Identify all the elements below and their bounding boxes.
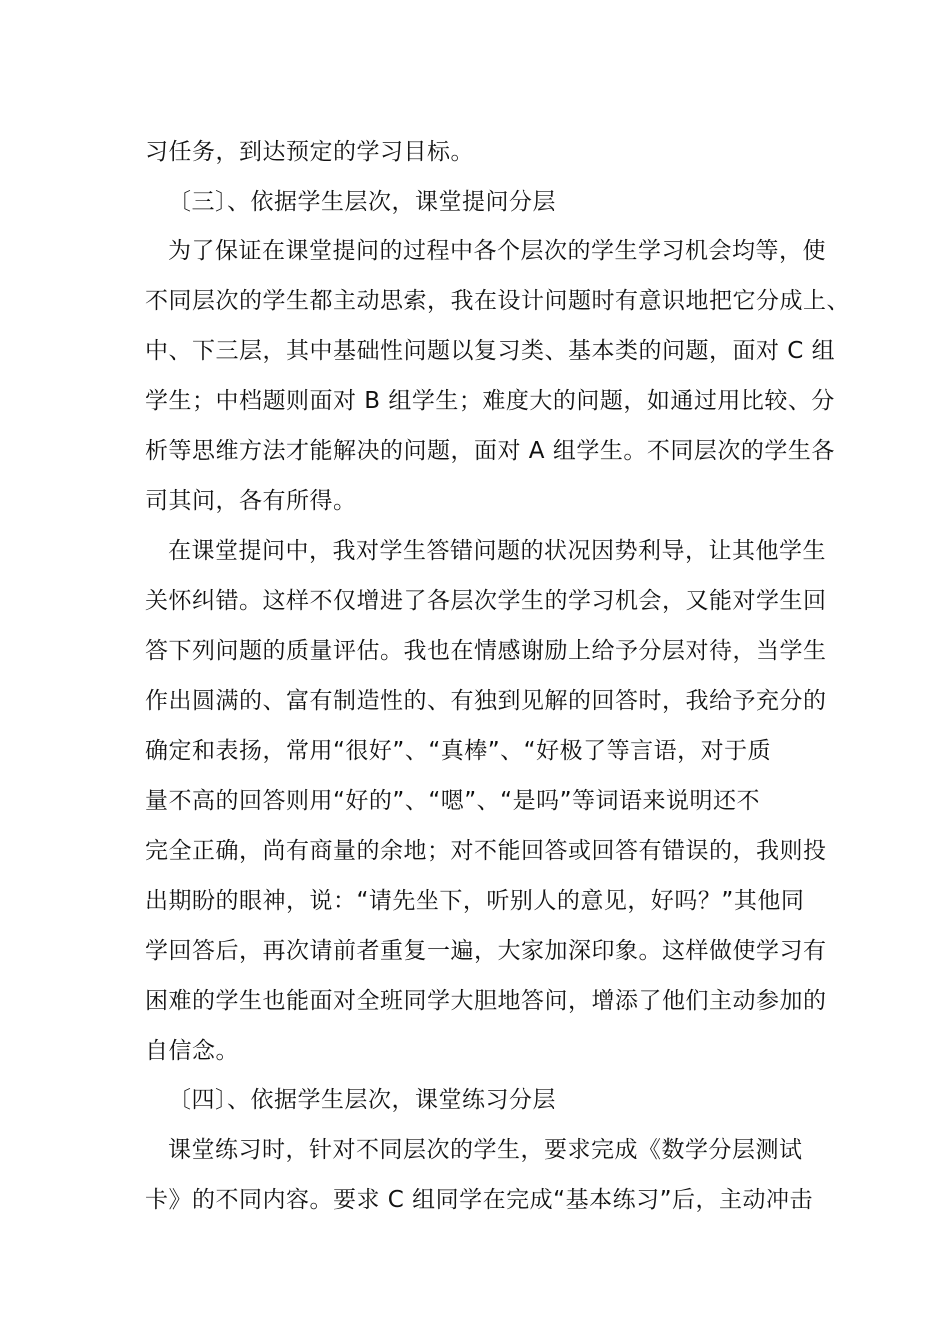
text-line: 作出圆满的、富有制造性的、有独到见解的回答时，我给予充分的 [145,688,827,714]
text-line: 量不高的回答则用“好的”、“嗯”、“是吗”等词语来说明还不 [145,788,760,814]
text-line: 出期盼的眼神，说：“请先坐下，听别人的意见，好吗？”其他同 [145,888,805,914]
text-line: 确定和表扬，常用“很好”、“真棒”、“好极了等言语，对于质 [145,738,772,764]
text-line: 学回答后，再次请前者重复一遍，大家加深印象。这样做使学习有 [145,938,827,964]
text-line: 中、下三层，其中基础性问题以复习类、基本类的问题，面对 C 组 [145,338,836,364]
section-heading: 〔四〕、依据学生层次，课堂练习分层 [168,1087,556,1113]
text-line: 卡》的不同内容。要求 C 组同学在完成“基本练习”后，主动冲击 [145,1187,814,1213]
text-line: 课堂练习时，针对不同层次的学生，要求完成《数学分层测试 [168,1137,803,1163]
text-line: 析等思维方法才能解决的问题，面对 A 组学生。不同层次的学生各 [145,438,835,464]
text-line: 关怀纠错。这样不仅增进了各层次学生的学习机会，又能对学生回 [145,588,827,614]
text-line: 完全正确，尚有商量的余地；对不能回答或回答有错误的，我则投 [145,838,827,864]
text-line: 为了保证在课堂提问的过程中各个层次的学生学习机会均等，使 [168,238,826,264]
text-line: 自信念。 [145,1038,239,1064]
text-line: 司其问，各有所得。 [145,488,357,514]
text-line: 习任务，到达预定的学习目标。 [145,139,474,165]
text-line: 学生；中档题则面对 B 组学生；难度大的问题，如通过用比较、分 [145,388,835,414]
section-heading: 〔三〕、依据学生层次，课堂提问分层 [168,189,556,215]
text-line: 答下列问题的质量评估。我也在情感谢励上给予分层对待，当学生 [145,638,827,664]
text-line: 在课堂提问中，我对学生答错问题的状况因势利导，让其他学生 [168,538,826,564]
text-line: 困难的学生也能面对全班同学大胆地答问，增添了他们主动参加的 [145,988,827,1014]
text-line: 不同层次的学生都主动思索，我在设计问题时有意识地把它分成上、 [145,288,850,314]
